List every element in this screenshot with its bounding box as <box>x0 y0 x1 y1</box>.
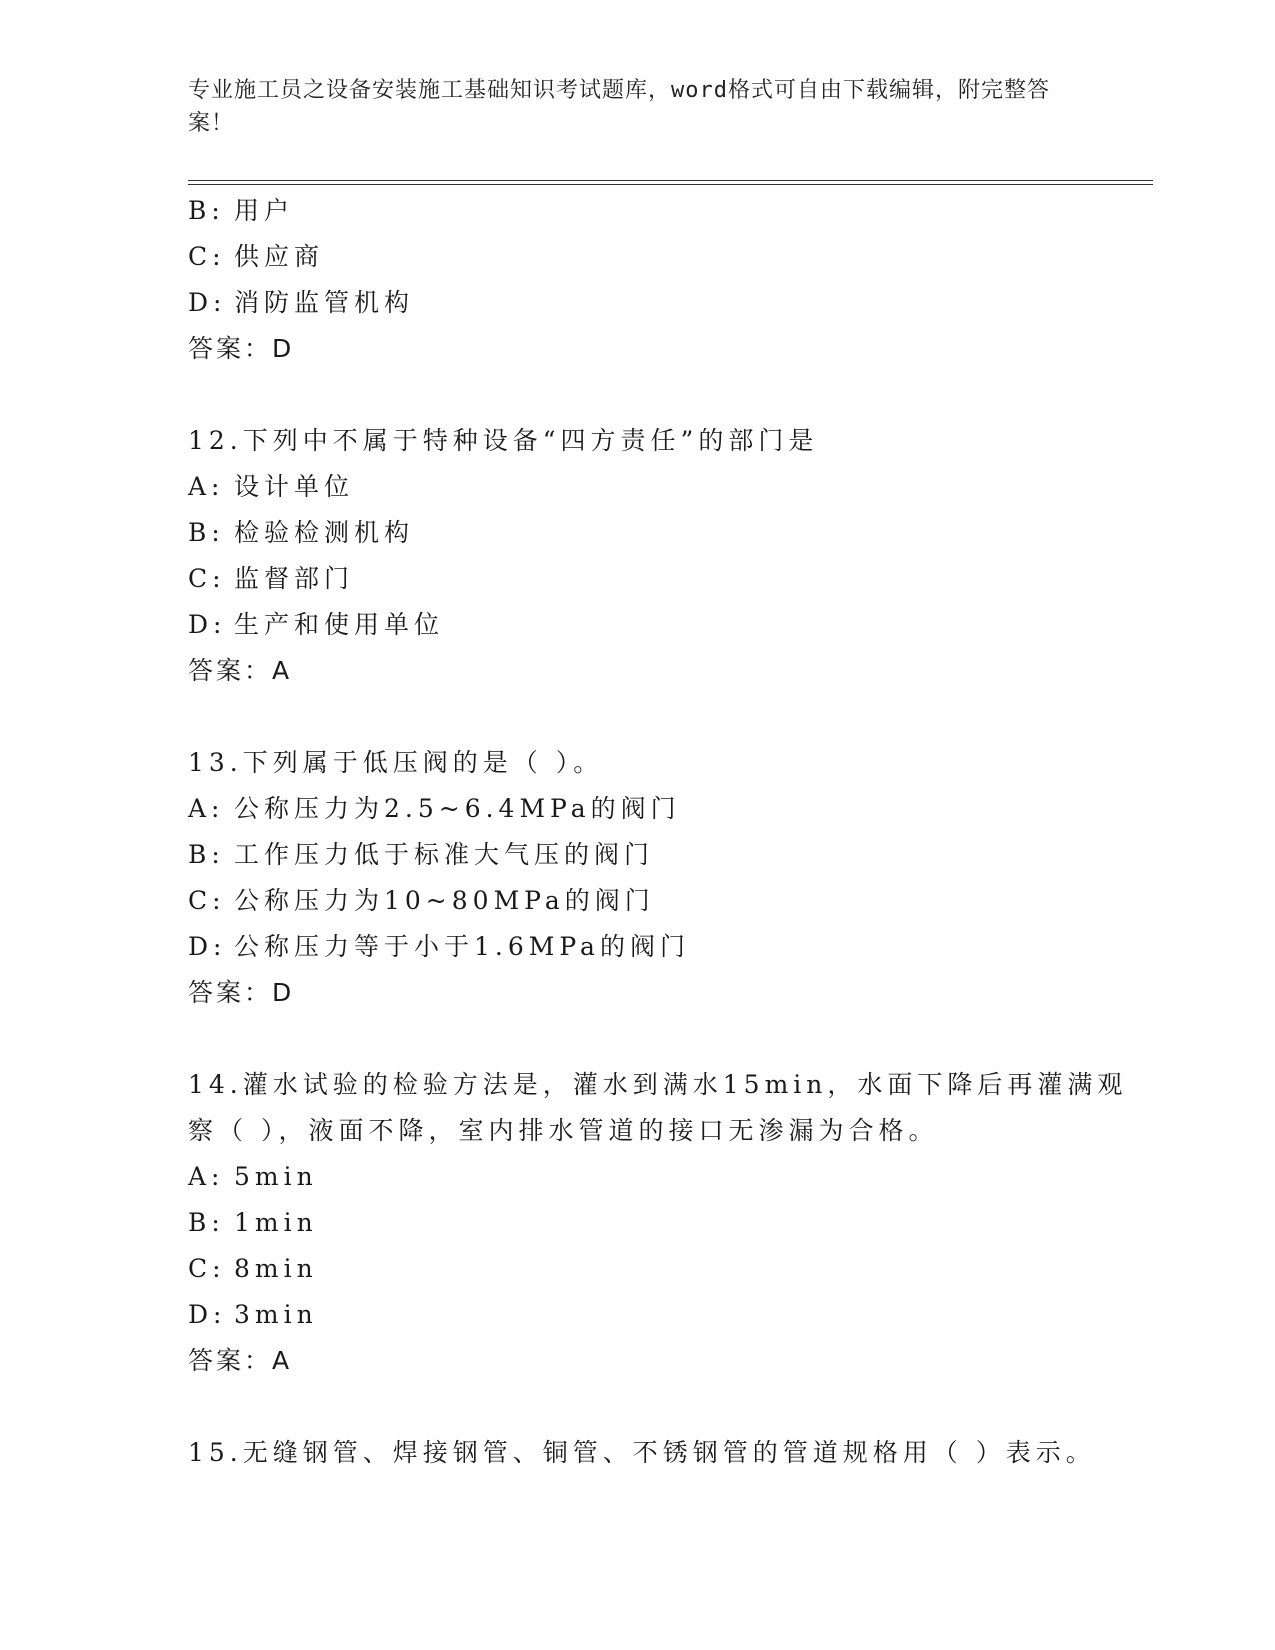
header-rule-bottom <box>188 184 1153 185</box>
question-title: 15.无缝钢管、焊接钢管、铜管、不锈钢管的管道规格用（ ）表示。 <box>188 1438 1096 1467</box>
option-b: B: 用户 <box>188 196 295 225</box>
question-title: 12.下列中不属于特种设备“四方责任”的部门是 <box>188 426 819 455</box>
option-b: B: 检验检测机构 <box>188 518 415 547</box>
option-c: C: 公称压力为10~80MPa的阀门 <box>188 886 655 915</box>
spacer <box>188 694 1153 740</box>
question-11-continued <box>188 188 1153 372</box>
option-a: A: 公称压力为2.5~6.4MPa的阀门 <box>188 794 681 823</box>
answer: 答案：D <box>188 978 295 1007</box>
option-c: C: 监督部门 <box>188 564 355 593</box>
question-13 <box>188 740 1153 1016</box>
page-header: 专业施工员之设备安装施工基础知识考试题库，word格式可自由下载编辑，附完整答案！ <box>188 78 1050 136</box>
option-c: C: 供应商 <box>188 242 325 271</box>
option-b: B: 工作压力低于标准大气压的阀门 <box>188 840 655 869</box>
option-a: A: 设计单位 <box>188 472 355 501</box>
question-title: 13.下列属于低压阀的是（ ）。 <box>188 748 604 777</box>
answer: 答案：A <box>188 1346 293 1375</box>
option-d: D: 3min <box>188 1300 318 1329</box>
spacer <box>188 1384 1153 1430</box>
question-title: 14.灌水试验的检验方法是，灌水到满水15min，水面下降后再灌满观察（ ），液面不降，室内排水管道的接口无渗漏为合格。 <box>188 1070 1128 1145</box>
spacer <box>188 372 1153 418</box>
option-d: D: 公称压力等于小于1.6MPa的阀门 <box>188 932 690 961</box>
question-12 <box>188 418 1153 694</box>
answer: 答案：D <box>188 334 295 363</box>
option-a: A: 5min <box>188 1162 318 1191</box>
option-b: B: 1min <box>188 1208 318 1237</box>
spacer <box>188 1016 1153 1062</box>
question-15 <box>188 1430 1153 1476</box>
option-d: D: 生产和使用单位 <box>188 610 445 639</box>
answer: 答案：A <box>188 656 293 685</box>
option-d: D: 消防监管机构 <box>188 288 415 317</box>
question-list <box>188 188 1153 1476</box>
question-14 <box>188 1062 1153 1384</box>
option-c: C: 8min <box>188 1254 318 1283</box>
header-rule-top <box>188 180 1153 181</box>
